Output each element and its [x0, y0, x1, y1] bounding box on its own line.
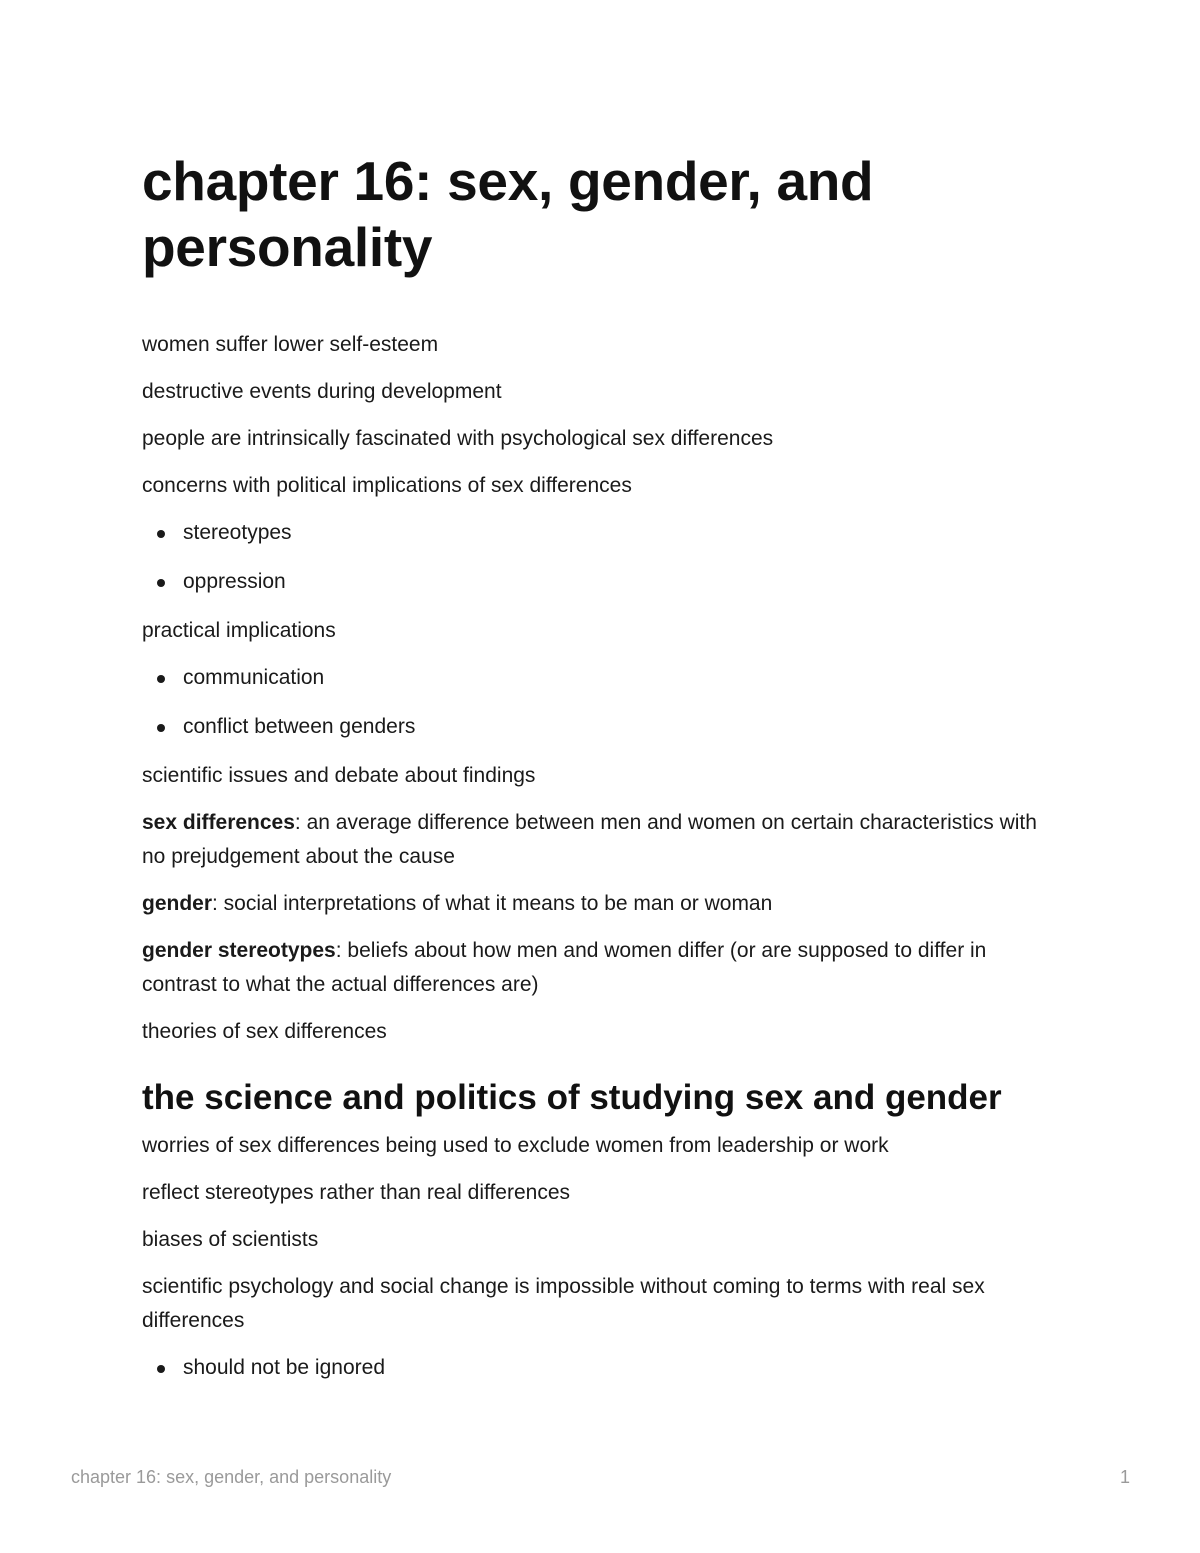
- list-item-text: communication: [183, 666, 325, 689]
- section-heading: the science and politics of studying sex and gender: [142, 1078, 1002, 1117]
- paragraph: practical implications: [142, 619, 336, 642]
- footer-running-title: chapter 16: sex, gender, and personality: [71, 1467, 392, 1487]
- list-item-text: oppression: [183, 570, 286, 593]
- definition-paragraph: [142, 806, 1062, 874]
- bullet-icon: [157, 1365, 165, 1373]
- paragraph: concerns with political implications of sex differences: [142, 474, 632, 497]
- list-item-text: stereotypes: [183, 521, 292, 544]
- bullet-list: [142, 516, 1062, 599]
- paragraph: scientific psychology and social change is impossible without coming to terms with real sex differences: [142, 1275, 985, 1332]
- page-title: chapter 16: sex, gender, and personality: [142, 150, 874, 278]
- bullet-icon: [157, 675, 165, 683]
- paragraph: scientific issues and debate about findings: [142, 764, 536, 787]
- paragraph: theories of sex differences: [142, 1020, 387, 1043]
- definition-term: gender stereotypes: [142, 939, 336, 962]
- bullet-list: [142, 1351, 1062, 1385]
- list-item: [142, 710, 1062, 744]
- list-item-text: should not be ignored: [183, 1356, 385, 1379]
- document-content: [142, 148, 1062, 1400]
- bullet-icon: [157, 530, 165, 538]
- list-item: [142, 516, 1062, 550]
- bullet-icon: [157, 579, 165, 587]
- definition-term: gender: [142, 892, 213, 915]
- definition-text: : an average difference between men and women on certain characteristics with no prejudgement about the cause: [142, 811, 1037, 868]
- page-footer: [71, 1464, 1130, 1490]
- paragraph: biases of scientists: [142, 1228, 319, 1251]
- page-number: 1: [1119, 1467, 1130, 1487]
- list-item-text: conflict between genders: [183, 715, 416, 738]
- definition-paragraph: [142, 887, 1062, 921]
- bullet-list: [142, 661, 1062, 744]
- paragraph: destructive events during development: [142, 380, 502, 403]
- bullet-icon: [157, 724, 165, 732]
- list-item: [142, 1351, 1062, 1385]
- definition-term: sex differences: [142, 811, 295, 834]
- list-item: [142, 661, 1062, 695]
- definition-paragraph: [142, 934, 1062, 1002]
- paragraph: women suffer lower self-esteem: [142, 333, 439, 356]
- paragraph: reflect stereotypes rather than real differences: [142, 1181, 571, 1204]
- paragraph: worries of sex differences being used to exclude women from leadership or work: [142, 1134, 889, 1157]
- definition-text: : social interpretations of what it means to be man or woman: [212, 892, 773, 915]
- paragraph: people are intrinsically fascinated with psychological sex differences: [142, 427, 774, 450]
- list-item: [142, 565, 1062, 599]
- definition-text: : beliefs about how men and women differ (or are supposed to differ in contrast to what the actual differences are): [142, 939, 987, 996]
